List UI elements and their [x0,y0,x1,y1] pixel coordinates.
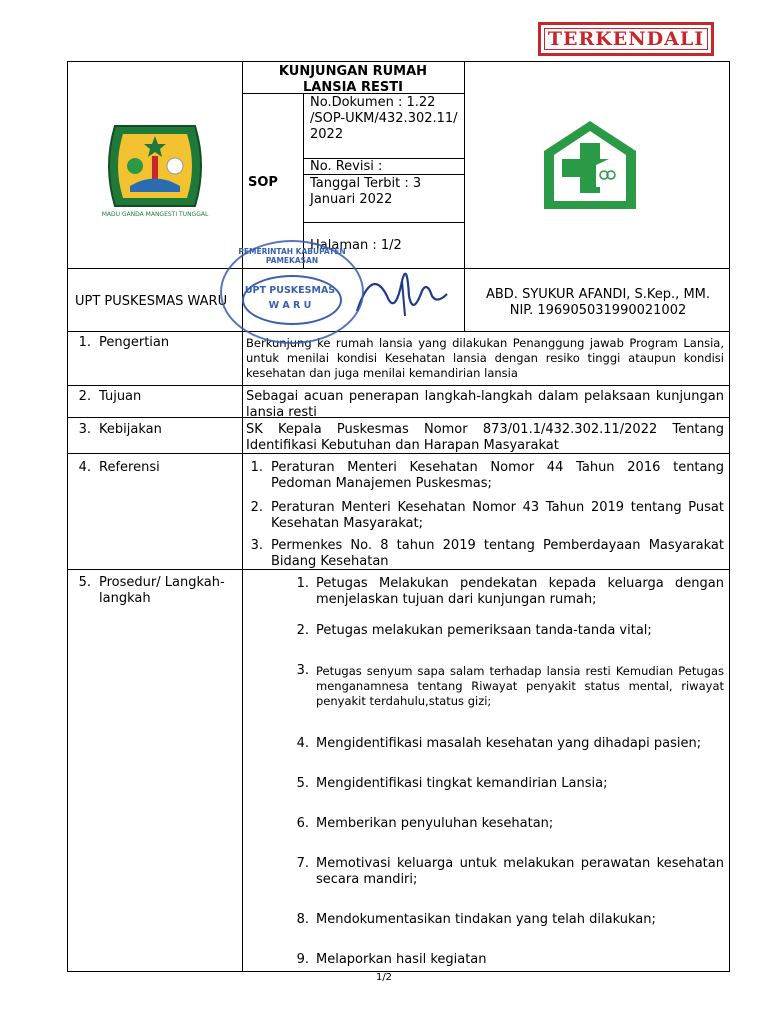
list-marker: 9. [296,952,309,967]
puskesmas-logo-icon [540,117,640,217]
list-marker: 2. [250,500,263,515]
revision-number: No. Revisi : [310,159,383,174]
list-item: Peraturan Menteri Kesehatan Nomor 44 Tahun 2016 tentang Pedoman Manajemen Puskesmas; [271,460,724,491]
procedure-step: Petugas senyum sapa salam terhadap lansia resti Kemudian Petugas menganamnesa tentang Riwayat penyakit status mental, riwayat penyakit terdahulu,status gizi; [316,664,724,708]
section-text-tujuan: Sebagai acuan penerapan langkah-langkah dalam pelaksaan kunjungan lansia resti [246,389,724,420]
procedure-step: Mengidentifikasi masalah kesehatan yang dihadapi pasien; [316,736,702,751]
section-number: 1. [78,335,91,350]
page-footer: 1/2 [375,972,393,983]
section-number: 2. [78,389,91,404]
document-number: No.Dokumen : 1.22 /SOP-UKM/432.302.11/ 2022 [310,95,458,142]
section-text-kebijakan: SK Kepala Puskesmas Nomor 873/01.1/432.302.11/2022 Tentang Identifikasi Kebutuhan dan Harapan Masyarakat [246,422,724,453]
official-stamp-line2: W A R U [268,300,312,311]
section-label-referensi: Referensi [99,460,160,475]
sop-label: SOP [248,175,278,190]
section-number: 4. [78,460,91,475]
list-marker: 2. [296,623,309,638]
procedure-step: Mengidentifikasi tingkat kemandirian Lansia; [316,776,608,791]
signatory-nip: NIP. 196905031990021002 [509,303,687,318]
section-label-pengertian: Pengertian [99,335,170,350]
procedure-step: Melaporkan hasil kegiatan [316,952,487,967]
section-label-prosedur: Prosedur/ Langkah-langkah [99,575,225,606]
section-number: 5. [78,575,91,590]
emblem-motto: MADU GANDA MANGESTI TUNGGAL [101,211,209,218]
official-stamp-line1: UPT PUSKESMAS [244,285,336,296]
list-marker: 1. [296,576,309,591]
list-marker: 7. [296,856,309,871]
page-number: Halaman : 1/2 [310,238,402,253]
list-item: Peraturan Menteri Kesehatan Nomor 43 Tahun 2019 tentang Pusat Kesehatan Masyarakat; [271,500,724,531]
list-marker: 1. [250,460,263,475]
issue-date: Tanggal Terbit : 3 Januari 2022 [310,176,422,207]
procedure-step: Petugas melakukan pemeriksaan tanda-tanda vital; [316,623,652,638]
official-stamp-outer-text: PEMERINTAH KABUPATEN PAMEKASAN [238,247,346,265]
signatory-name: ABD. SYUKUR AFANDI, S.Kep., MM. [485,287,711,302]
procedure-step: Memotivasi keluarga untuk melakukan perawatan kesehatan secara mandiri; [316,856,724,887]
section-label-kebijakan: Kebijakan [99,422,162,437]
list-marker: 5. [296,776,309,791]
list-marker: 3. [296,663,309,678]
regency-emblem-icon [95,116,215,216]
list-marker: 3. [250,538,263,553]
list-marker: 4. [296,736,309,751]
list-marker: 6. [296,816,309,831]
section-number: 3. [78,422,91,437]
sop-document [67,61,730,972]
institution-name: UPT PUSKESMAS WARU [75,294,228,309]
list-item: Permenkes No. 8 tahun 2019 tentang Pemberdayaan Masyarakat Bidang Kesehatan [271,538,724,569]
procedure-step: Petugas Melakukan pendekatan kepada keluarga dengan menjelaskan tujuan dari kunjungan rumah; [316,576,724,607]
list-marker: 8. [296,912,309,927]
section-label-tujuan: Tujuan [99,389,142,404]
controlled-stamp: TERKENDALI [538,22,714,56]
procedure-step: Mendokumentasikan tindakan yang telah dilakukan; [316,912,656,927]
document-title: KUNJUNGAN RUMAH LANSIA RESTI [278,64,428,95]
section-text-pengertian: Berkunjung ke rumah lansia yang dilakukan Penanggung jawab Program Lansia, untuk menilai kondisi Kesehatan lansia dengan resiko tinggi ataupun kondisi kesehatan dan juga menilai kemandirian lansia [246,336,724,380]
procedure-step: Memberikan penyuluhan kesehatan; [316,816,554,831]
